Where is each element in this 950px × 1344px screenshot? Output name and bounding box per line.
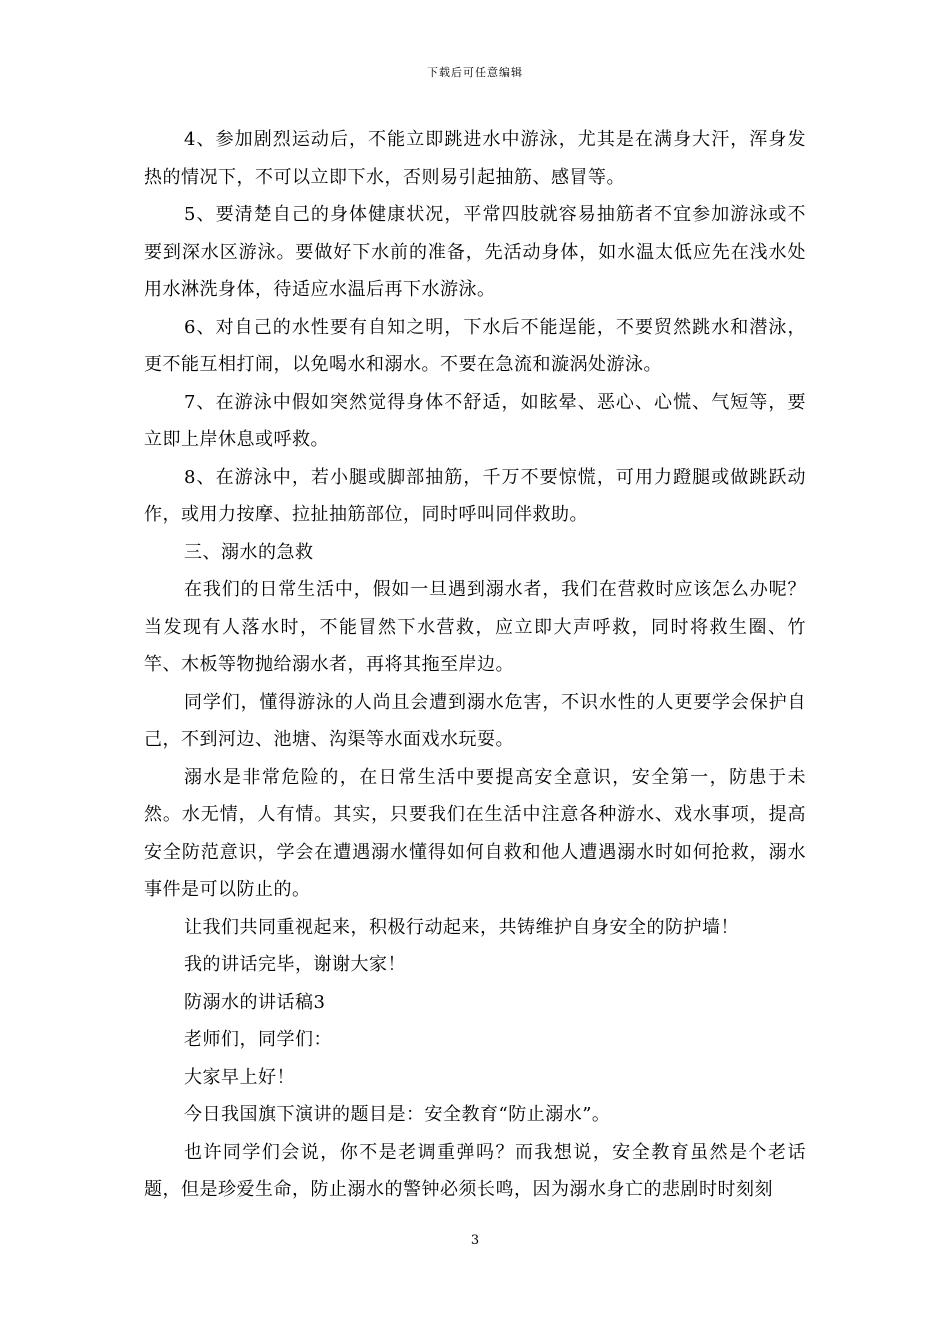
paragraph-tip-4: 4、参加剧烈运动后，不能立即跳进水中游泳，尤其是在满身大汗，浑身发热的情况下，不可以立即下水，否则易引起抽筋、感冒等。 xyxy=(144,129,806,188)
paragraph-classmates: 同学们，懂得游泳的人尚且会遭到溺水危害，不识水性的人更要学会保护自己，不到河边、池塘、沟渠等水面戏水玩耍。 xyxy=(144,691,806,750)
paragraph-rescue: 在我们的日常生活中，假如一旦遇到溺水者，我们在营救时应该怎么办呢？当发现有人落水时，不能冒然下水营救，应立即大声呼救，同时将救生圈、竹竿、木板等物抛给溺水者，再将其拖至岸边。 xyxy=(144,579,806,675)
paragraph-tip-8: 8、在游泳中，若小腿或脚部抽筋，千万不要惊慌，可用力蹬腿或做跳跃动作，或用力按摩、拉扯抽筋部位，同时呼叫同伴救助。 xyxy=(144,466,806,525)
speech-title-3: 防溺水的讲话稿3 xyxy=(184,991,326,1013)
document-body xyxy=(144,121,806,1209)
paragraph-tip-6: 6、对自己的水性要有自知之明，下水后不能逞能，不要贸然跳水和潜泳，更不能互相打闹，以免喝水和溺水。不要在急流和漩涡处游泳。 xyxy=(144,316,806,375)
salutation: 老师们，同学们： xyxy=(184,1029,332,1050)
page-number: 3 xyxy=(470,1233,480,1248)
paragraph-closing: 我的讲话完毕，谢谢大家！ xyxy=(184,954,406,975)
paragraph-call-to-action: 让我们共同重视起来，积极行动起来，共铸维护自身安全的防护墙！ xyxy=(184,916,739,938)
paragraph-intro: 也许同学们会说，你不是老调重弹吗？而我想说，安全教育虽然是个老话题，但是珍爱生命，防止溺水的警钟必须长鸣，因为溺水身亡的悲剧时时刻刻 xyxy=(144,1141,806,1200)
paragraph-danger: 溺水是非常危险的，在日常生活中要提高安全意识，安全第一，防患于未然。水无情，人有情。其实，只要我们在生活中注意各种游水、戏水事项，提高安全防范意识，学会在遭遇溺水懂得如何自救和他人遭遇溺水时如何抢救，溺水事件是可以防止的。 xyxy=(144,766,806,900)
section-heading-first-aid: 三、溺水的急救 xyxy=(184,541,314,563)
paragraph-tip-5: 5、要清楚自己的身体健康状况，平常四肢就容易抽筋者不宜参加游泳或不要到深水区游泳。要做好下水前的准备，先活动身体，如水温太低应先在浅水处用水淋洗身体，待适应水温后再下水游泳。 xyxy=(144,204,806,300)
speech-topic: 今日我国旗下演讲的题目是：安全教育“防止溺水”。 xyxy=(184,1104,611,1125)
paragraph-tip-7: 7、在游泳中假如突然觉得身体不舒适，如眩晕、恶心、心慌、气短等，要立即上岸休息或呼救。 xyxy=(144,391,806,450)
greeting: 大家早上好！ xyxy=(184,1066,295,1088)
page-header-note: 下载后可任意编辑 xyxy=(427,66,523,79)
